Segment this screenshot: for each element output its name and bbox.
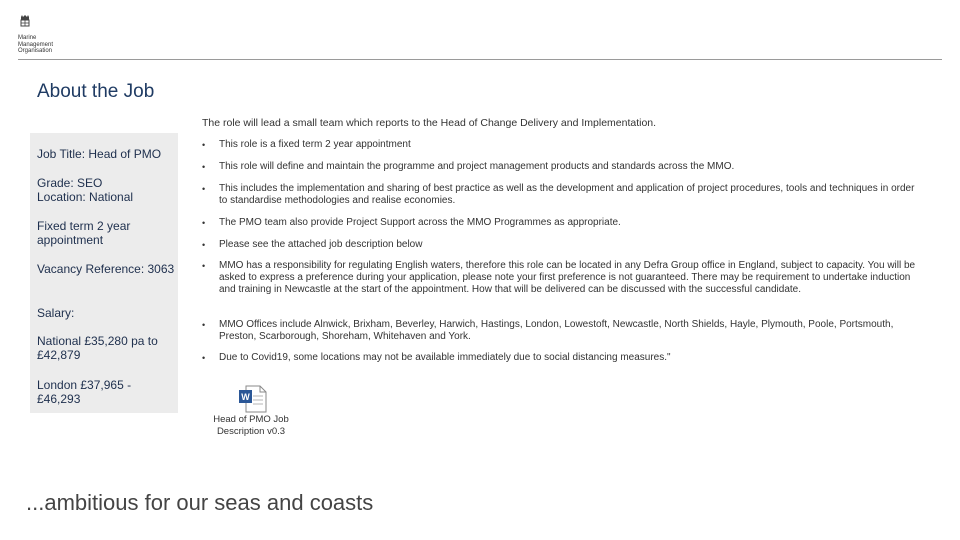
list-item [202, 161, 917, 173]
logo-line: Management [18, 41, 54, 48]
bullet-icon: • [202, 240, 206, 250]
list-item [202, 239, 917, 251]
intro-text: The role will lead a small team which reports to the Head of Change Delivery and Implementation. [202, 117, 657, 129]
location: Location: National [37, 190, 134, 204]
logo-text [18, 35, 78, 55]
list-item [202, 183, 917, 207]
list-item [202, 352, 917, 364]
word-icon-letter: W [241, 392, 250, 402]
list-item [202, 319, 917, 343]
vacancy-reference: Vacancy Reference: 3063 [37, 262, 175, 276]
header-divider [18, 59, 942, 60]
list-item-text: Please see the attached job description below [219, 239, 423, 250]
bullet-icon: • [202, 140, 206, 150]
bullet-icon: • [202, 218, 206, 228]
list-item-text: MMO Offices include Alnwick, Brixham, Beverley, Harwich, Hastings, London, Lowestoft, Newcastle, North Shields, Hayle, Plymouth, Poole, Portsmouth, Preston, Scarborough, Shoreham, Whitehaven and York. [219, 319, 894, 342]
bullet-icon: • [202, 261, 206, 271]
page-title: About the Job [37, 81, 155, 102]
logo-line: Organisation [18, 48, 53, 54]
list-item [202, 260, 917, 296]
list-item-text: The PMO team also provide Project Support across the MMO Programmes as appropriate. [219, 217, 621, 228]
salary-label: Salary: [37, 306, 75, 320]
list-item [202, 139, 917, 151]
bullet-icon: • [202, 162, 206, 172]
job-title: Job Title: Head of PMO [37, 147, 162, 161]
grade: Grade: SEO [37, 176, 103, 190]
job-summary-panel [30, 133, 178, 413]
list-item-text: This role is a fixed term 2 year appointment [219, 139, 411, 150]
bullet-icon: • [202, 353, 206, 363]
royal-crest-icon [18, 14, 32, 28]
list-item [202, 217, 917, 229]
list-item-text: Due to Covid19, some locations may not be available immediately due to social distancing measures." [219, 352, 671, 363]
list-item-text: MMO has a responsibility for regulating English waters, therefore this role can be located in any Defra Group office in England, subject to capacity. You will be asked to express a preference during your application, please note your first preference is not guaranteed. There may be requirement to undertake induction and training in Newcastle at the start of the appointment. How that will be delivered can be discussed with the successful candidate. [219, 260, 916, 295]
list-item-text: This includes the implementation and sharing of best practice as well as the development and application of project procedures, tools and techniques in order to standardise methodologies and realise economies. [219, 183, 915, 206]
salary-london: London £37,965 - £46,293 [37, 378, 132, 406]
mmo-logo [18, 14, 78, 55]
list-item-text: This role will define and maintain the programme and project management products and standards across the MMO. [219, 161, 735, 172]
salary-national: National £35,280 pa to £42,879 [37, 334, 158, 362]
word-document-icon[interactable] [238, 385, 268, 413]
bullet-icon: • [202, 184, 206, 194]
footer-tagline: ...ambitious for our seas and coasts [26, 490, 374, 515]
attachment-caption[interactable]: Head of PMO Job Description v0.3 [213, 414, 289, 437]
bullet-icon: • [202, 320, 206, 330]
term: Fixed term 2 year appointment [37, 219, 131, 247]
logo-line: Marine [18, 35, 37, 41]
